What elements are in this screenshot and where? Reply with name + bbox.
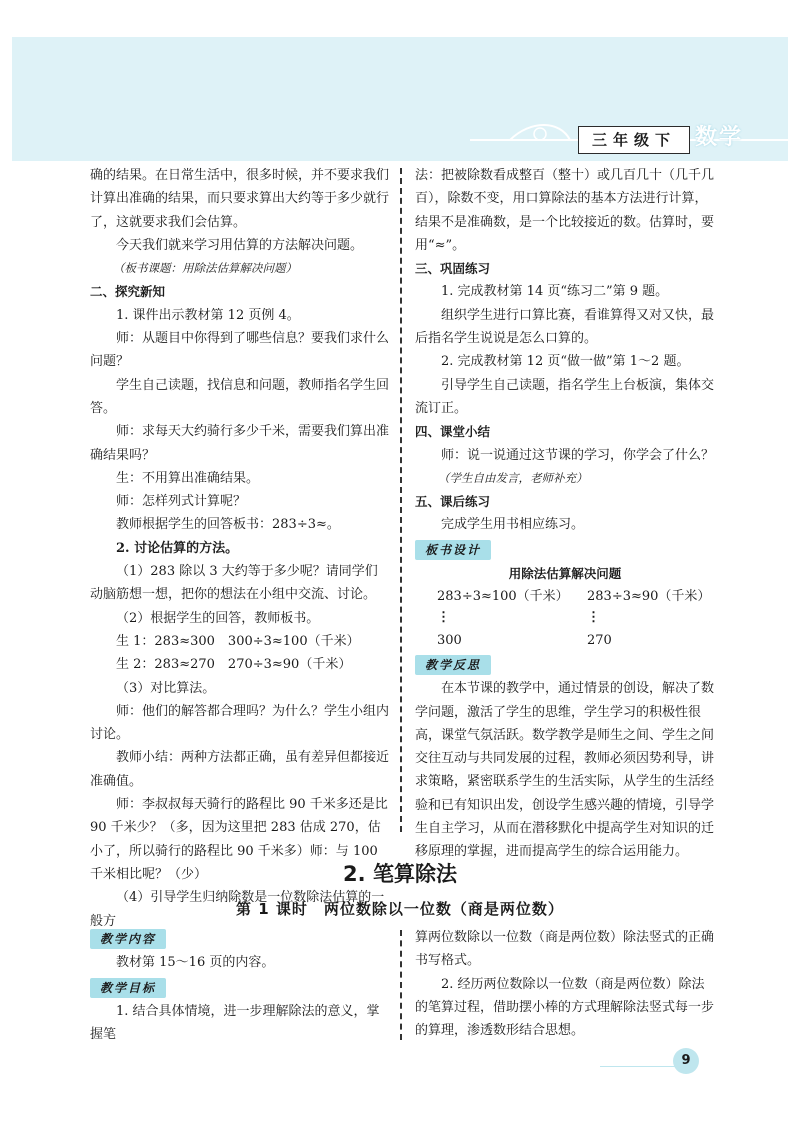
lesson-title: 第 1 课时 两位数除以一位数（商是两位数） (236, 900, 564, 918)
paragraph: 教师小结：两种方法都正确，虽有差异但都接近准确值。 (90, 750, 390, 789)
board-design-tag: 板书设计 (415, 540, 491, 560)
page-number: 9 (673, 1048, 699, 1074)
content-tag: 教学内容 (90, 929, 166, 949)
paragraph: 教材第 15～16 页的内容。 (116, 955, 275, 971)
page-number-line (600, 1066, 675, 1067)
goal-tag: 教学目标 (90, 978, 166, 998)
paragraph: 引导学生自己读题，指名学生上台板演，集体交流订正。 (415, 377, 715, 416)
board-title: 用除法估算解决问题 (508, 566, 622, 582)
paragraph: 师：怎样列式计算呢？ (116, 494, 247, 510)
paragraph: 法：把被除数看成整百（整十）或几百几十（几千几百），除数不变，用口算除法的基本方法进行计算，结果不是准确数，是一个比较接近的数。估算时，要用“≈”。 (415, 168, 715, 253)
paragraph: 1. 结合具体情境，进一步理解除法的意义，掌握笔 (90, 1003, 380, 1043)
paragraph: （4）引导学生归纳除数是一位数除法估算的一般方 (90, 890, 385, 929)
right-column-2 (415, 926, 715, 1042)
board-cell: 283÷3≈100（千米） (437, 589, 569, 605)
section-heading: 三、巩固练习 (415, 261, 491, 277)
paragraph: 确的结果。在日常生活中，很多时候，并不要求我们计算出准确的结果，而只要求算出大约等于多少就行了，这就要求我们会估算。 (90, 168, 390, 230)
board-row (415, 629, 715, 652)
board-dots: ⋮ (587, 609, 600, 625)
paragraph: 2. 讨论估算的方法。 (116, 540, 239, 556)
chapter-title: 2. 笔算除法 (343, 862, 457, 886)
paragraph: （1）283 除以 3 大约等于多少呢？请同学们动脑筋想一想，把你的想法在小组中交流、讨论。 (90, 564, 378, 603)
board-cell: 300 (437, 632, 462, 648)
subject-title: 数学 (695, 125, 744, 150)
section-heading: 五、课后练习 (415, 494, 491, 510)
paragraph: 生 1：283≈300 300÷3≈100（千米） (116, 633, 360, 649)
board-dots: ⋮ (437, 609, 450, 625)
paragraph: 2. 经历两位数除以一位数（商是两位数）除法的笔算过程，借助摆小棒的方式理解除法竖式每一步的算理，渗透数形结合思想。 (415, 976, 715, 1039)
board-cell: 270 (587, 632, 612, 648)
paragraph: 师：李叔叔每天骑行的路程比 90 千米多还是比 90 千米少？（多，因为这里把 283 估成 270，估小了，所以骑行的路程比 90 千米多）师：与 100 千米相比呢？（少） (90, 797, 388, 882)
paragraph: （3）对比算法。 (116, 680, 216, 696)
board-row (415, 585, 715, 608)
column-divider (400, 930, 402, 1040)
paragraph: 2. 完成教材第 12 页“做一做”第 1～2 题。 (441, 354, 690, 370)
paragraph: 生：不用算出准确结果。 (116, 470, 260, 486)
grade-badge: 三年级下 (578, 126, 690, 154)
note: （板书课题：用除法估算解决问题） (113, 261, 297, 276)
section-heading: 二、探究新知 (90, 284, 166, 300)
column-divider (400, 168, 402, 832)
paragraph: 师：从题目中你得到了哪些信息？要我们求什么问题？ (90, 331, 390, 370)
paragraph: 1. 完成教材第 14 页“练习二”第 9 题。 (441, 284, 669, 300)
paragraph: 师：求每天大约骑行多少千米，需要我们算出准确结果吗？ (90, 424, 390, 463)
board-cell: 283÷3≈90（千米） (587, 589, 711, 605)
paragraph: 师：他们的解答都合理吗？为什么？学生小组内讨论。 (90, 703, 390, 743)
paragraph: 生 2：283≈270 270÷3≈90（千米） (116, 657, 352, 673)
paragraph: 1. 课件出示教材第 12 页例 4。 (116, 307, 300, 323)
board-row (415, 609, 715, 629)
paragraph: 教师根据学生的回答板书：283÷3≈。 (116, 517, 340, 533)
paragraph: 学生自己读题，找信息和问题，教师指名学生回答。 (90, 377, 390, 416)
paragraph: （2）根据学生的回答，教师板书。 (116, 610, 320, 626)
paragraph: 今天我们就来学习用估算的方法解决问题。 (116, 237, 364, 253)
paragraph: 师：说一说通过这节课的学习，你学会了什么？ (441, 447, 715, 463)
reflection-tag: 教学反思 (415, 655, 491, 675)
note: （学生自由发言，老师补充） (438, 470, 588, 485)
paragraph: 算两位数除以一位数（商是两位数）除法竖式的正确书写格式。 (415, 930, 715, 969)
paragraph: 完成学生用书相应练习。 (441, 517, 585, 533)
section-heading: 四、课堂小结 (415, 424, 491, 440)
reflection-text: 在本节课的教学中，通过情景的创设，解决了数学问题，激活了学生的思维，学生学习的积极性很高，课堂气氛活跃。数学教学是师生之间、学生之间交往互动与共同发展的过程，教师必须因势利导，讲求策略，紧密联系学生的生活实际，从学生的生活经验和已有知识出发，创设学生感兴趣的情境，引导学生自主学习，从而在潜移默化中提高学生对知识的迁移原理的掌握，进而提高学生的综合运用能力。 (415, 681, 715, 860)
left-column (90, 164, 390, 933)
paragraph: 组织学生进行口算比赛，看谁算得又对又快，最后指名学生说说是怎么口算的。 (415, 307, 715, 347)
right-column (415, 164, 715, 864)
left-column-2 (90, 926, 390, 1046)
